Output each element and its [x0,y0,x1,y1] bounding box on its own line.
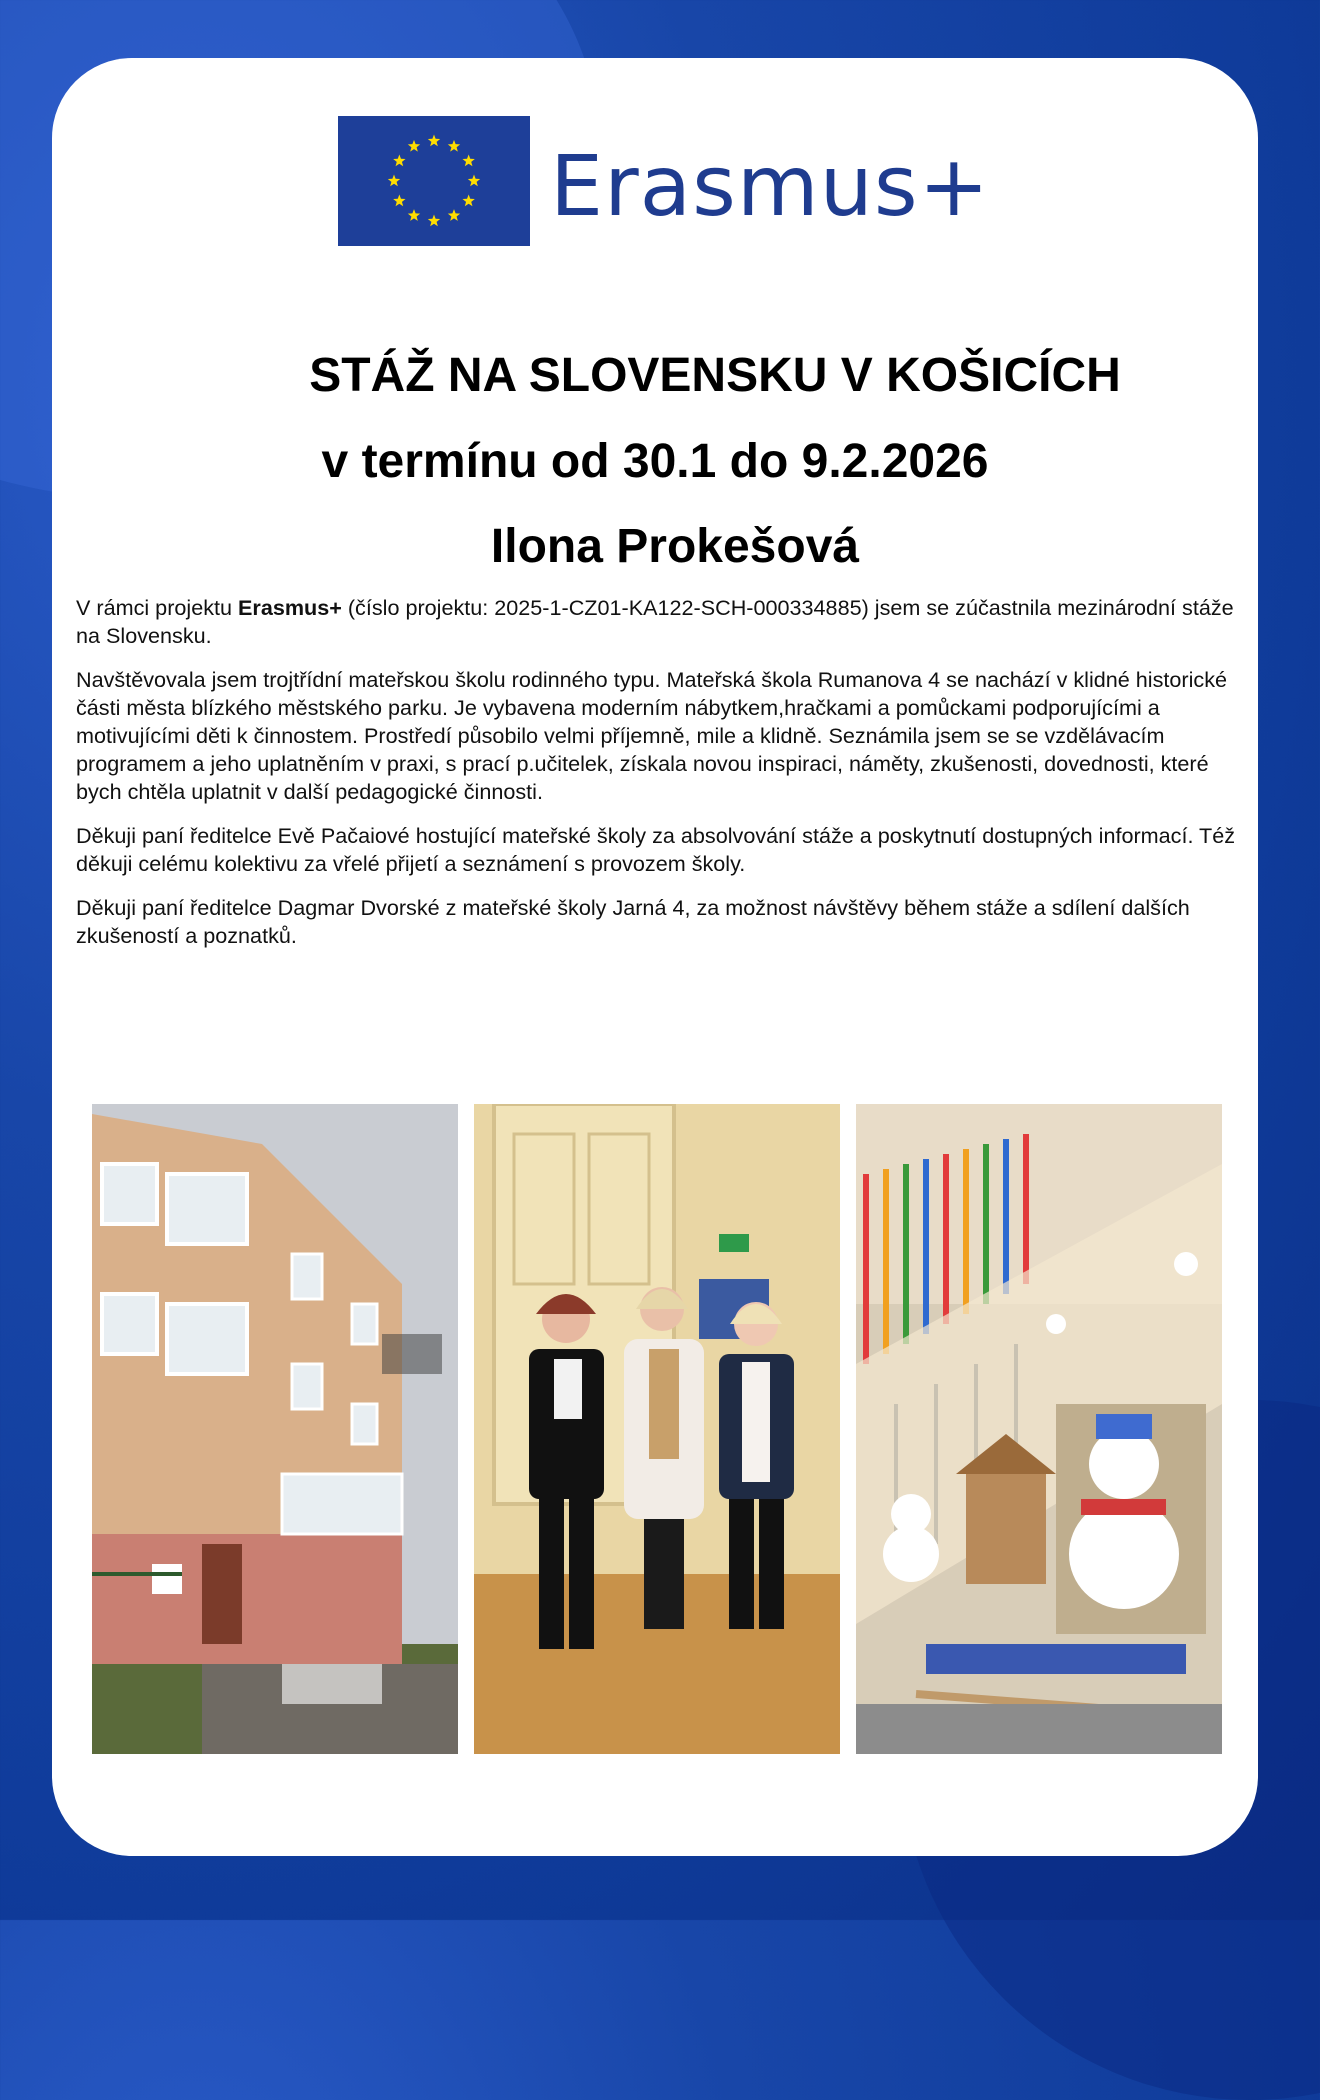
intro-text-rest: (číslo projektu: 2025-1-CZ01-KA122-SCH-000334885) jsem se zúčastnila mezinárodní stáže na Slovensku. [76,595,1234,648]
date-range-heading: v termínu od 30.1 do 9.2.2026 [321,435,989,488]
paragraph-thanks-host: Děkuji paní ředitelce Evě Pačaiové hostující mateřské školy za absolvování stáže a poskytnutí dostupných informací. Též děkuji celému kolektivu za vřelé přijetí a seznámení s provozem školy. [76,823,1236,876]
winter-decorations-photo [856,1104,1222,1754]
body-text [76,594,1252,966]
three-women-photo [474,1104,840,1754]
erasmus-logo [338,116,1038,256]
page-title: STÁŽ NA SLOVENSKU V KOŠICÍCH [309,349,1121,402]
school-building-photo [92,1104,458,1754]
eu-flag-icon [338,116,530,246]
paragraph-intro [76,594,1252,650]
intro-text: V rámci projektu [76,595,239,620]
paragraph-thanks-visit: Děkuji paní ředitelce Dagmar Dvorské z mateřské školy Jarná 4, za možnost návštěvy během stáže a sdílení dalších zkušeností a poznatků. [76,895,1190,948]
project-name: Erasmus+ [238,595,342,620]
photo-gallery [92,1104,1222,1754]
erasmus-brand-text: Erasmus+ [550,137,991,235]
paragraph-school: Navštěvovala jsem trojtřídní mateřskou školu rodinného typu. Mateřská škola Rumanova 4 se nachází v klidné historické části města blízkého městského parku. Je vybavena moderním nábytkem,hračkami a pomůckami podporujícími a motivujícími děti k činnostem. Prostředí působilo velmi příjemně, mile a klidně. Seznámila jsem se se vzdělávacím programem a jeho uplatněním v praxi, s prací p.učitelek, získala novou inspiraci, náměty, zkušenosti, dovednosti, které bych chtěla uplatnit v další pedagogické činnosti. [76,667,1228,804]
author-name-heading: Ilona Prokešová [490,520,860,573]
poster-card [52,58,1258,1856]
